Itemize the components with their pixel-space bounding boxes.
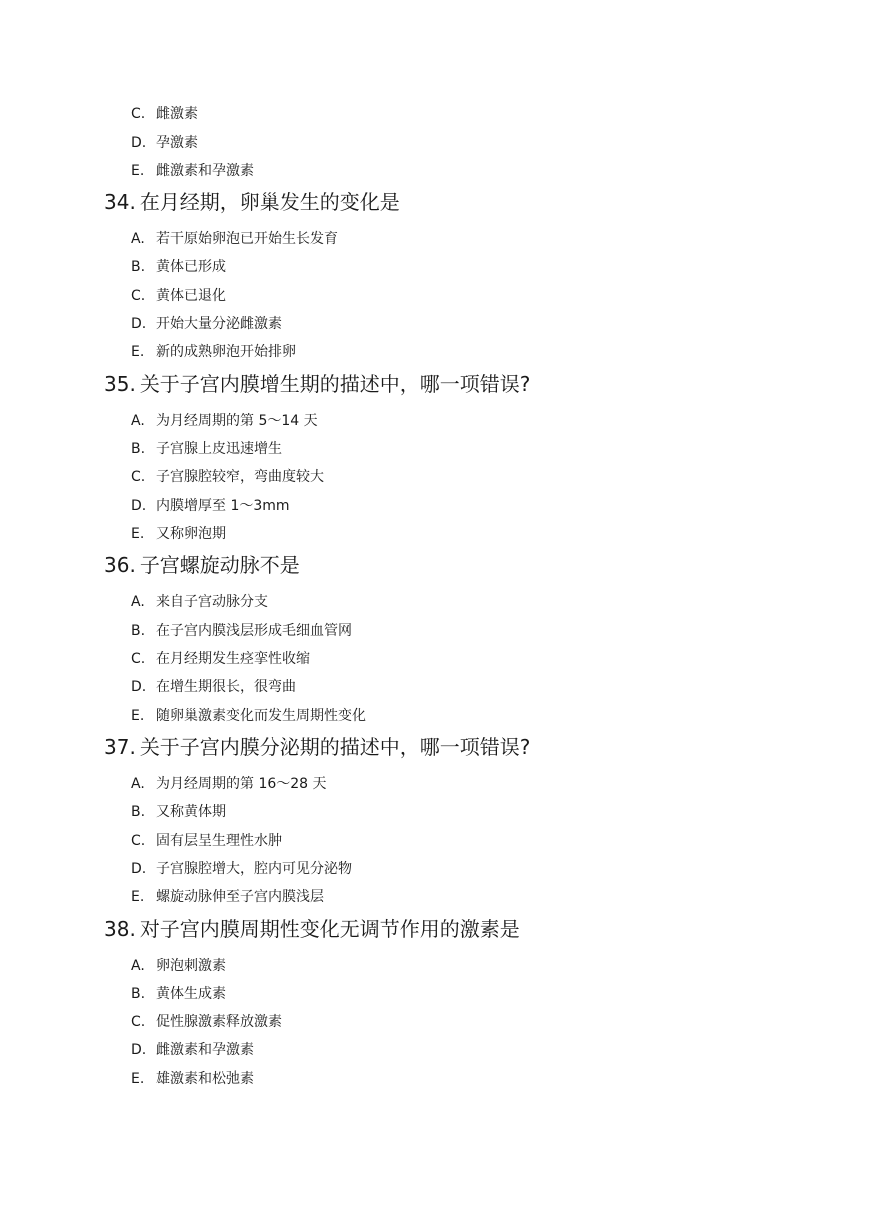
option-35-d: D. 内膜增厚至 1～3mm xyxy=(131,498,290,514)
option-34-e: E. 新的成熟卵泡开始排卵 xyxy=(131,344,296,360)
option-33-e: E. 雌激素和孕激素 xyxy=(131,163,254,179)
option-38-e: E. 雄激素和松弛素 xyxy=(131,1071,254,1087)
option-36-d: D. 在增生期很长，很弯曲 xyxy=(131,679,296,695)
option-35-c: C. 子宫腺腔较窄，弯曲度较大 xyxy=(131,469,324,485)
option-33-c: C. 雌激素 xyxy=(131,106,198,122)
option-38-d: D. 雌激素和孕激素 xyxy=(131,1042,254,1058)
option-36-a: A. 来自子宫动脉分支 xyxy=(131,594,268,610)
option-35-e: E. 又称卵泡期 xyxy=(131,526,226,542)
option-38-c: C. 促性腺激素释放激素 xyxy=(131,1014,282,1030)
option-34-a: A. 若干原始卵泡已开始生长发育 xyxy=(131,231,338,247)
option-36-e: E. 随卵巢激素变化而发生周期性变化 xyxy=(131,708,366,724)
option-38-b: B. 黄体生成素 xyxy=(131,986,226,1002)
option-37-c: C. 固有层呈生理性水肿 xyxy=(131,833,282,849)
option-34-c: C. 黄体已退化 xyxy=(131,288,226,304)
option-34-b: B. 黄体已形成 xyxy=(131,259,226,275)
question-34: 34. 在月经期，卵巢发生的变化是 xyxy=(104,190,400,214)
question-37: 37. 关于子宫内膜分泌期的描述中，哪一项错误? xyxy=(104,735,531,759)
option-36-b: B. 在子宫内膜浅层形成毛细血管网 xyxy=(131,623,352,639)
question-35: 35. 关于子宫内膜增生期的描述中，哪一项错误? xyxy=(104,372,531,396)
option-35-a: A. 为月经周期的第 5～14 天 xyxy=(131,413,318,429)
option-34-d: D. 开始大量分泌雌激素 xyxy=(131,316,282,332)
option-37-d: D. 子宫腺腔增大，腔内可见分泌物 xyxy=(131,861,352,877)
question-36: 36. 子宫螺旋动脉不是 xyxy=(104,553,300,577)
option-33-d: D. 孕激素 xyxy=(131,135,198,151)
option-37-a: A. 为月经周期的第 16～28 天 xyxy=(131,776,327,792)
option-35-b: B. 子宫腺上皮迅速增生 xyxy=(131,441,282,457)
question-38: 38. 对子宫内膜周期性变化无调节作用的激素是 xyxy=(104,917,520,941)
option-37-b: B. 又称黄体期 xyxy=(131,804,226,820)
option-37-e: E. 螺旋动脉伸至子宫内膜浅层 xyxy=(131,889,324,905)
option-36-c: C. 在月经期发生痉挛性收缩 xyxy=(131,651,310,667)
option-38-a: A. 卵泡刺激素 xyxy=(131,958,226,974)
